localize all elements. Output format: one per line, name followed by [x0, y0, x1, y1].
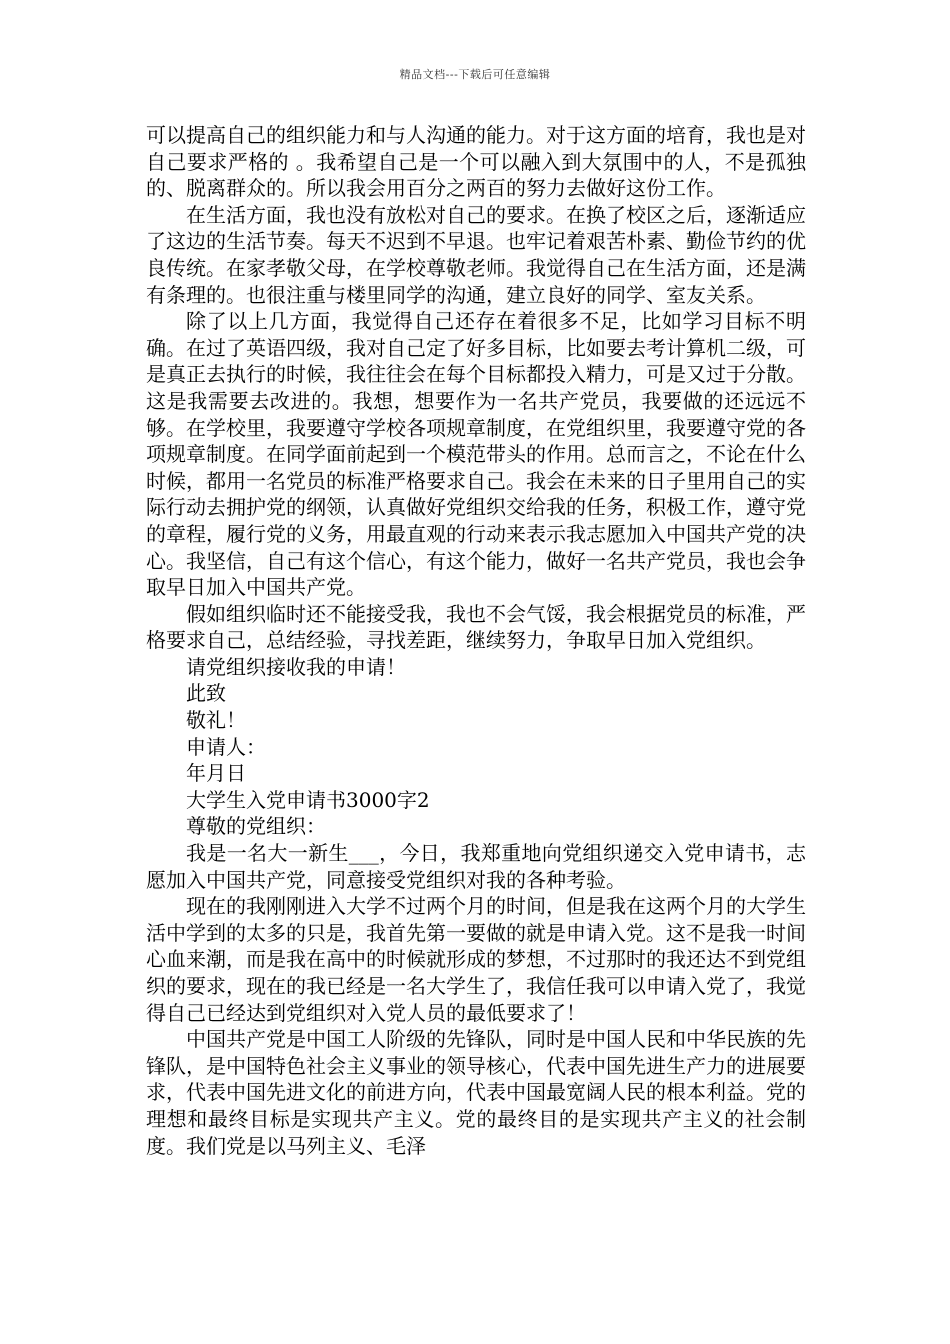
paragraph: 我是一名大一新生___，今日，我郑重地向党组织递交入党申请书，志愿加入中国共产党，同意接受党组织对我的各种考验。: [146, 841, 806, 892]
paragraph: 除了以上几方面，我觉得自己还存在着很多不足，比如学习目标不明确。在过了英语四级，我对自己定了好多目标，比如要去考计算机二级，可是真正去执行的时候，我往往会在每个目标都投入精力，可是又过于分散。这是我需要去改进的。我想，想要作为一名共产党员，我要做的还远远不够。在学校里，我要遵守学校各项规章制度，在党组织里，我要遵守党的各项规章制度。在同学面前起到一个模范带头的作用。总而言之，不论在什么时候，都用一名党员的标准严格要求自己。我会在未来的日子里用自己的实际行动去拥护党的纲领，认真做好党组织交给我的任务，积极工作，遵守党的章程，履行党的义务，用最直观的行动来表示我志愿加入中国共产党的决心。我坚信，自己有这个信心，有这个能力，做好一名共产党员，我也会争取早日加入中国共产党。: [146, 309, 806, 600]
paragraph: 中国共产党是中国工人阶级的先锋队，同时是中国人民和中华民族的先锋队，是中国特色社会主义事业的领导核心，代表中国先进生产力的进展要求，代表中国先进文化的前进方向，代表中国最宽阔人民的根本利益。党的理想和最终目标是实现共产主义。党的最终目的是实现共产主义的社会制度。我们党是以马列主义、毛泽: [146, 1027, 806, 1158]
date-label: 年月日: [186, 761, 246, 786]
paragraph: 现在的我刚刚进入大学不过两个月的时间，但是我在这两个月的大学生活中学到的太多的只是，我首先第一要做的就是申请入党。这不是我一时间心血来潮，而是我在高中的时候就形成的梦想，不过那时的我还达不到党组织的要求，现在的我已经是一名大学生了，我信任我可以申请入党了，我觉得自己已经达到党组织对入党人员的最低要求了！: [146, 894, 806, 1025]
closing-line: 请党组织接收我的申请！: [186, 654, 406, 679]
paragraph: 在生活方面，我也没有放松对自己的要求。在换了校区之后，逐渐适应了这边的生活节奏。每天不迟到不早退。也牢记着艰苦朴素、勤俭节约的优良传统。在家孝敬父母，在学校尊敬老师。我觉得自己在生活方面，还是满有条理的。也很注重与楼里同学的沟通，建立良好的同学、室友关系。: [146, 202, 806, 307]
paragraph: 可以提高自己的组织能力和与人沟通的能力。对于这方面的培育，我也是对自己要求严格的 。我希望自己是一个可以融入到大氛围中的人，不是孤独的、脱离群众的。所以我会用百分之两百的努力去做好这份工作。: [146, 123, 806, 201]
page-header: 精品文档---下载后可任意编辑: [399, 68, 551, 81]
document-body: [146, 122, 806, 1159]
salutation: 尊敬的党组织：: [186, 814, 326, 839]
signature-label: 申请人：: [186, 734, 266, 759]
section-title: 大学生入党申请书3000字2: [186, 787, 430, 812]
closing-line: 此致: [186, 681, 226, 706]
paragraph: 假如组织临时还不能接受我，我也不会气馁，我会根据党员的标准，严格要求自己，总结经验，寻找差距，继续努力，争取早日加入党组织。: [146, 601, 806, 653]
closing-line: 敬礼！: [186, 708, 246, 733]
